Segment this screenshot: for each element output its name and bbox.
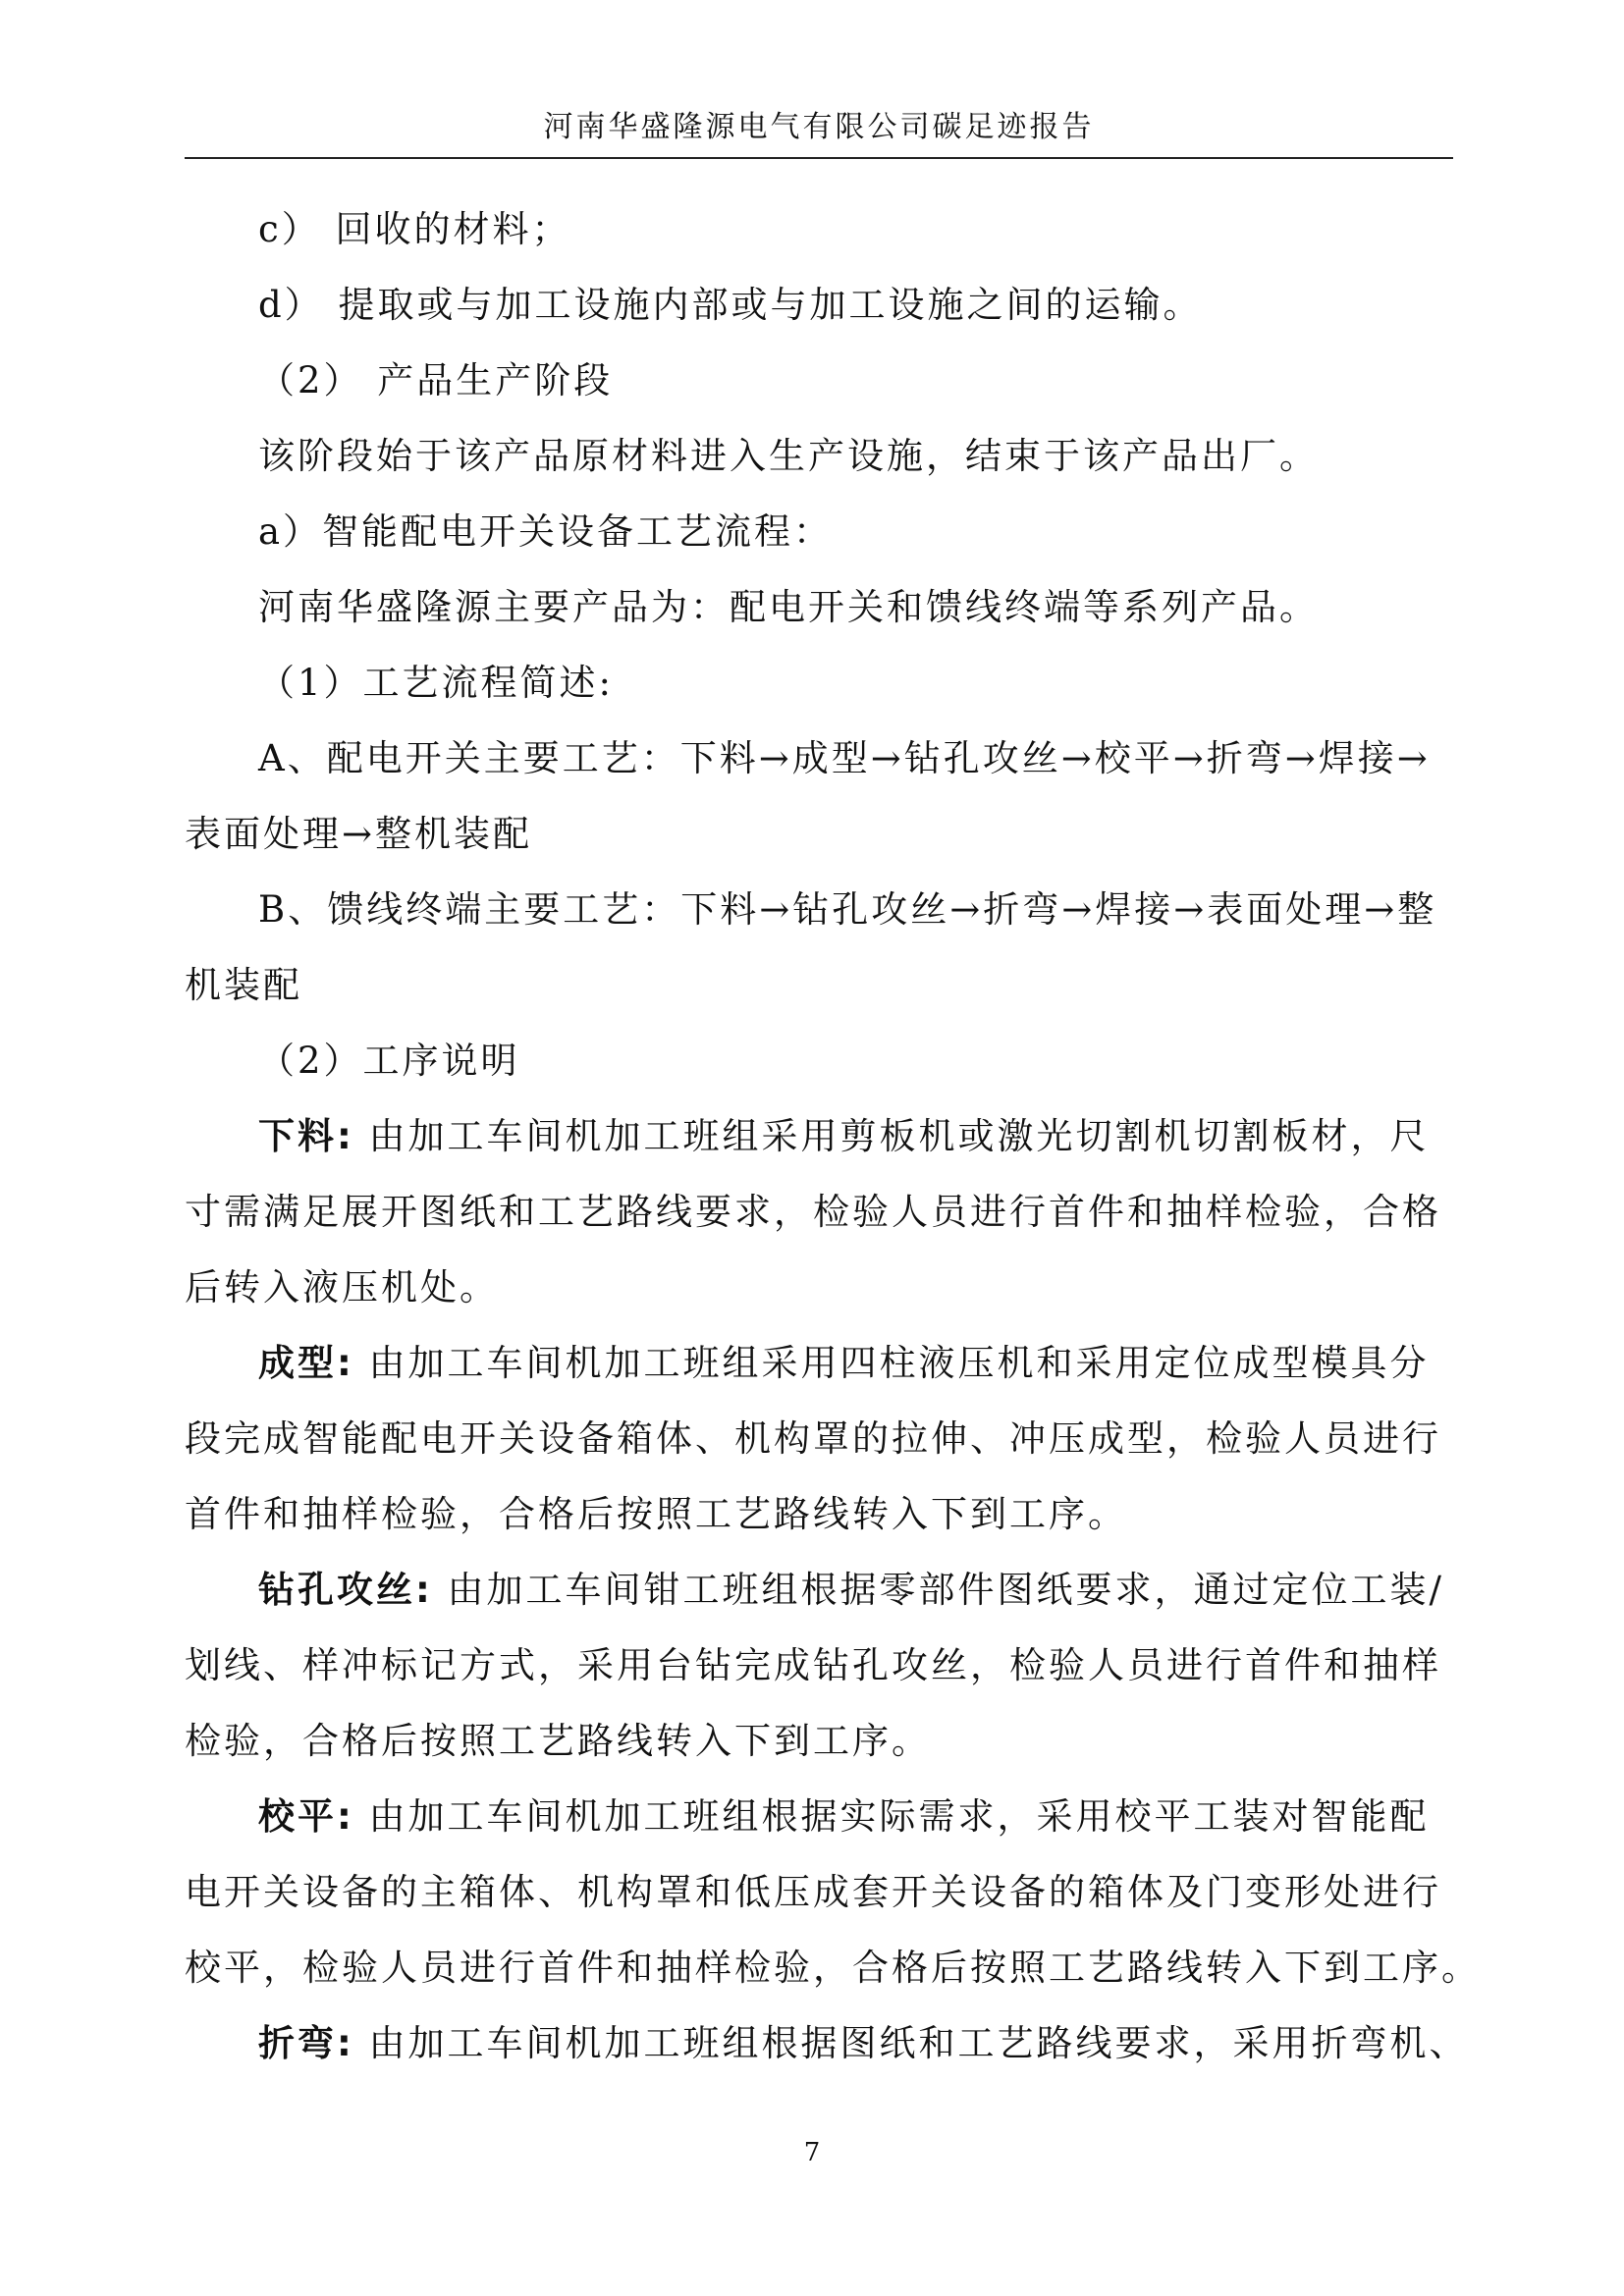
step-drill-text-1: 由加工车间钳工班组根据零部件图纸要求，通过定位工装/ [432, 1569, 1445, 1611]
step-form-text-1: 由加工车间机加工班组采用四柱液压机和采用定位成型模具分 [353, 1342, 1430, 1384]
step-drill-line-2: 划线、样冲标记方式，采用台钻完成钻孔攻丝，检验人员进行首件和抽样 [185, 1644, 1441, 1686]
item-d: d） 提取或与加工设施内部或与加工设施之间的运输。 [258, 284, 1203, 326]
step-level-text-1: 由加工车间机加工班组根据实际需求，采用校平工装对智能配 [353, 1795, 1430, 1838]
step-drill-term: 钻孔攻丝: [258, 1569, 433, 1611]
step-drill-line-1 [185, 1552, 1453, 1628]
document-body [185, 191, 1481, 2081]
step-level-line-2: 电开关设备的主箱体、机构罩和低压成套开关设备的箱体及门变形处进行 [185, 1871, 1441, 1913]
item-a: a）智能配电开关设备工艺流程： [258, 510, 834, 553]
step-cut-line-3: 后转入液压机处。 [185, 1266, 499, 1308]
process-b-line-2: 机装配 [185, 964, 302, 1006]
step-form-term: 成型: [258, 1342, 354, 1384]
step-form-line-2: 段完成智能配电开关设备箱体、机构罩的拉伸、冲压成型，检验人员进行 [185, 1417, 1441, 1460]
item-c: c） 回收的材料； [258, 208, 571, 250]
page-number: 7 [803, 2138, 821, 2167]
step-cut [185, 1098, 1453, 1325]
step-cut-line-1 [185, 1098, 1453, 1174]
process-a [185, 721, 1453, 872]
step-level-term: 校平: [258, 1795, 354, 1838]
step-bend [185, 2005, 1469, 2081]
step-form-line-1 [185, 1325, 1453, 1401]
step-form [185, 1325, 1453, 1552]
products-line: 河南华盛隆源主要产品为：配电开关和馈线终端等系列产品。 [258, 586, 1319, 628]
process-b [185, 872, 1453, 1023]
step-cut-text-1: 由加工车间机加工班组采用剪板机或激光切割机切割板材，尺 [353, 1115, 1430, 1157]
procedure-heading: （2）工序说明 [258, 1040, 520, 1082]
step-bend-line-1 [185, 2005, 1469, 2081]
step-level-line-3: 校平，检验人员进行首件和抽样检验，合格后按照工艺路线转入下到工序。 [185, 1947, 1481, 1989]
step-level [185, 1779, 1481, 2005]
overview-heading: （1）工艺流程简述: [258, 662, 615, 704]
page-header [185, 102, 1453, 159]
step-drill-line-3: 检验，合格后按照工艺路线转入下到工序。 [185, 1720, 931, 1762]
stage-description: 该阶段始于该产品原材料进入生产设施，结束于该产品出厂。 [258, 435, 1319, 477]
process-b-line-1: B、馈线终端主要工艺：下料→钻孔攻丝→折弯→焊接→表面处理→整 [258, 888, 1437, 931]
step-form-line-3: 首件和抽样检验，合格后按照工艺路线转入下到工序。 [185, 1493, 1127, 1535]
step-bend-text-1: 由加工车间机加工班组根据图纸和工艺路线要求，采用折弯机、 [353, 2022, 1469, 2064]
section-heading-stage-2: （2） 产品生产阶段 [258, 359, 614, 401]
step-cut-term: 下料: [258, 1115, 354, 1157]
step-cut-line-2: 寸需满足展开图纸和工艺路线要求，检验人员进行首件和抽样检验，合格 [185, 1191, 1441, 1233]
process-a-line-1: A、配电开关主要工艺：下料→成型→钻孔攻丝→校平→折弯→焊接→ [258, 737, 1431, 779]
header-title: 河南华盛隆源电气有限公司碳足迹报告 [543, 110, 1095, 144]
step-level-line-1 [185, 1779, 1453, 1854]
step-bend-term: 折弯: [258, 2022, 354, 2064]
process-a-line-2: 表面处理→整机装配 [185, 813, 533, 855]
step-drill [185, 1552, 1453, 1779]
